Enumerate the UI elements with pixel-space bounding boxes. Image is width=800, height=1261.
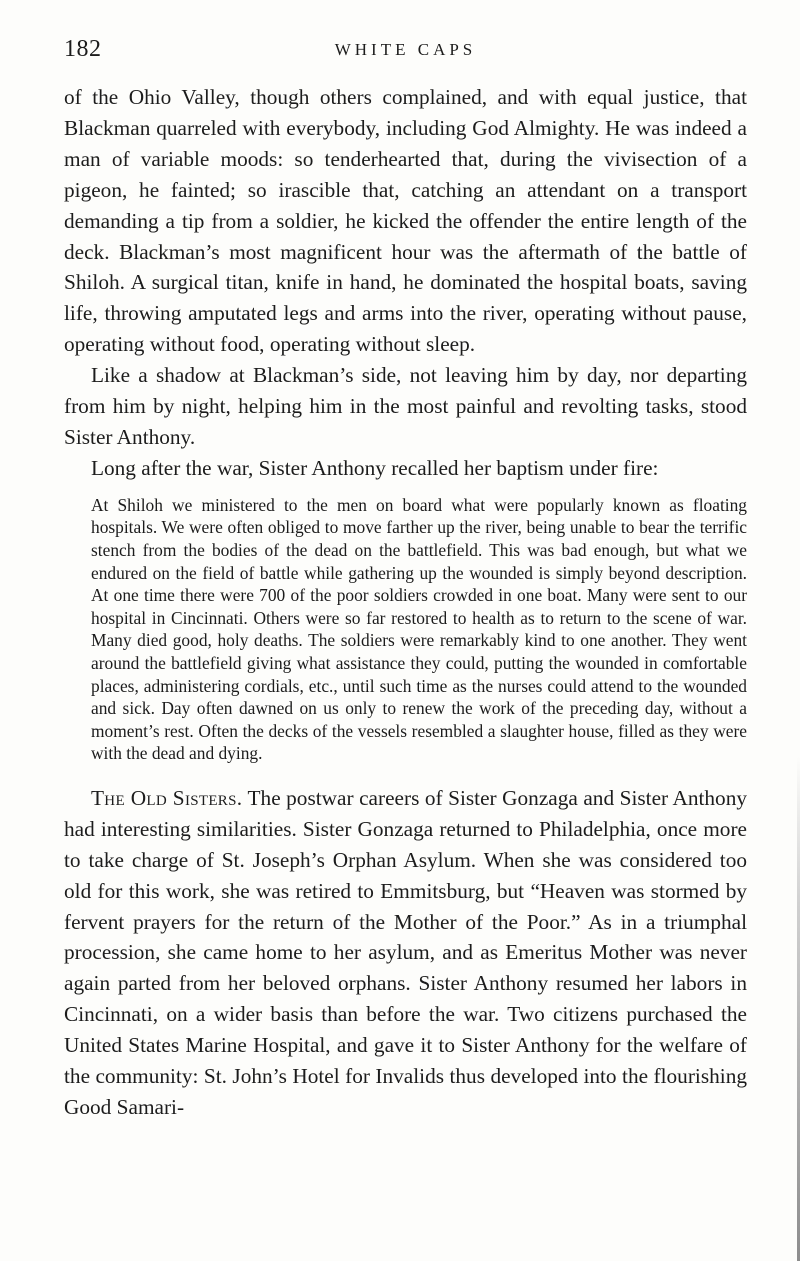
block-quote-shiloh: At Shiloh we ministered to the men on board what were popularly known as floating hospitals. We were often obliged to move farther up the river, being unable to bear the terrific stench from the bodies of the dead on the battlefield. This was bad enough, but what we endured on the field of battle while gathering up the wounded is simply beyond description. At one time there were 700 of the poor soldiers crowded in one boat. Many were sent to our hospital in Cincinnati. Others were so far restored to health as to return to the scene of war. Many died good, holy deaths. The soldiers were remarkably kind to one another. They went around the battlefield giving what assistance they could, putting the wounded in comfortable places, administering cordials, etc., until such time as the nurses could attend to the wounded and sick. Day often dawned on us only to renew the work of the preceding day, without a moment’s rest. Often the decks of the vessels resembled a slaughter house, filled as they were with the dead and dying. [91,494,747,764]
page-text [64,82,747,1123]
paragraph-sister-anthony-shadow: Like a shadow at Blackman’s side, not leaving him by day, nor departing from him by night, helping him in the most painful and revolting tasks, stood Sister Anthony. [64,363,747,449]
paragraph-baptism-under-fire: Long after the war, Sister Anthony recalled her baptism under fire: [91,455,659,480]
book-page [64,36,747,1123]
running-head [64,36,747,76]
page-number: 182 [64,36,102,62]
section-text: The postwar careers of Sister Gonzaga and Sister Anthony had interesting similarities. Sister Gonzaga returned to Philadelphia, once more to take charge of St. Joseph’s Orphan Asylum. When she was considered too old for this work, she was retired to Emmitsburg, but “Heaven was stormed by fervent prayers for the return of the Mother of the Poor.” As in a triumphal procession, she came home to her asylum, and as Emeritus Mother was never again parted from her beloved orphans. Sister Anthony resumed her labors in Cincinnati, on a wider basis than before the war. Two citizens purchased the United States Marine Hospital, and gave it to Sister Anthony for the welfare of the community: St. John’s Hotel for Invalids thus developed into the flourishing Good Samari- [64,785,747,1119]
running-title: WHITE CAPS [334,40,477,59]
section-heading: The Old Sisters. [91,785,243,810]
paragraph-continuation: of the Ohio Valley, though others complained, and with equal justice, that Blackman quarreled with everybody, including God Almighty. He was indeed a man of variable moods: so tenderhearted that, during the vivisection of a pigeon, he fainted; so irascible that, catching an attendant on a transport demanding a tip from a soldier, he kicked the offender the entire length of the deck. Blackman’s most magnificent hour was the aftermath of the battle of Shiloh. A surgical titan, knife in hand, he dominated the hospital boats, saving life, throwing amputated legs and arms into the river, operating without pause, operating without food, operating without sleep. [64,85,747,357]
paragraph-old-sisters [64,783,747,1123]
